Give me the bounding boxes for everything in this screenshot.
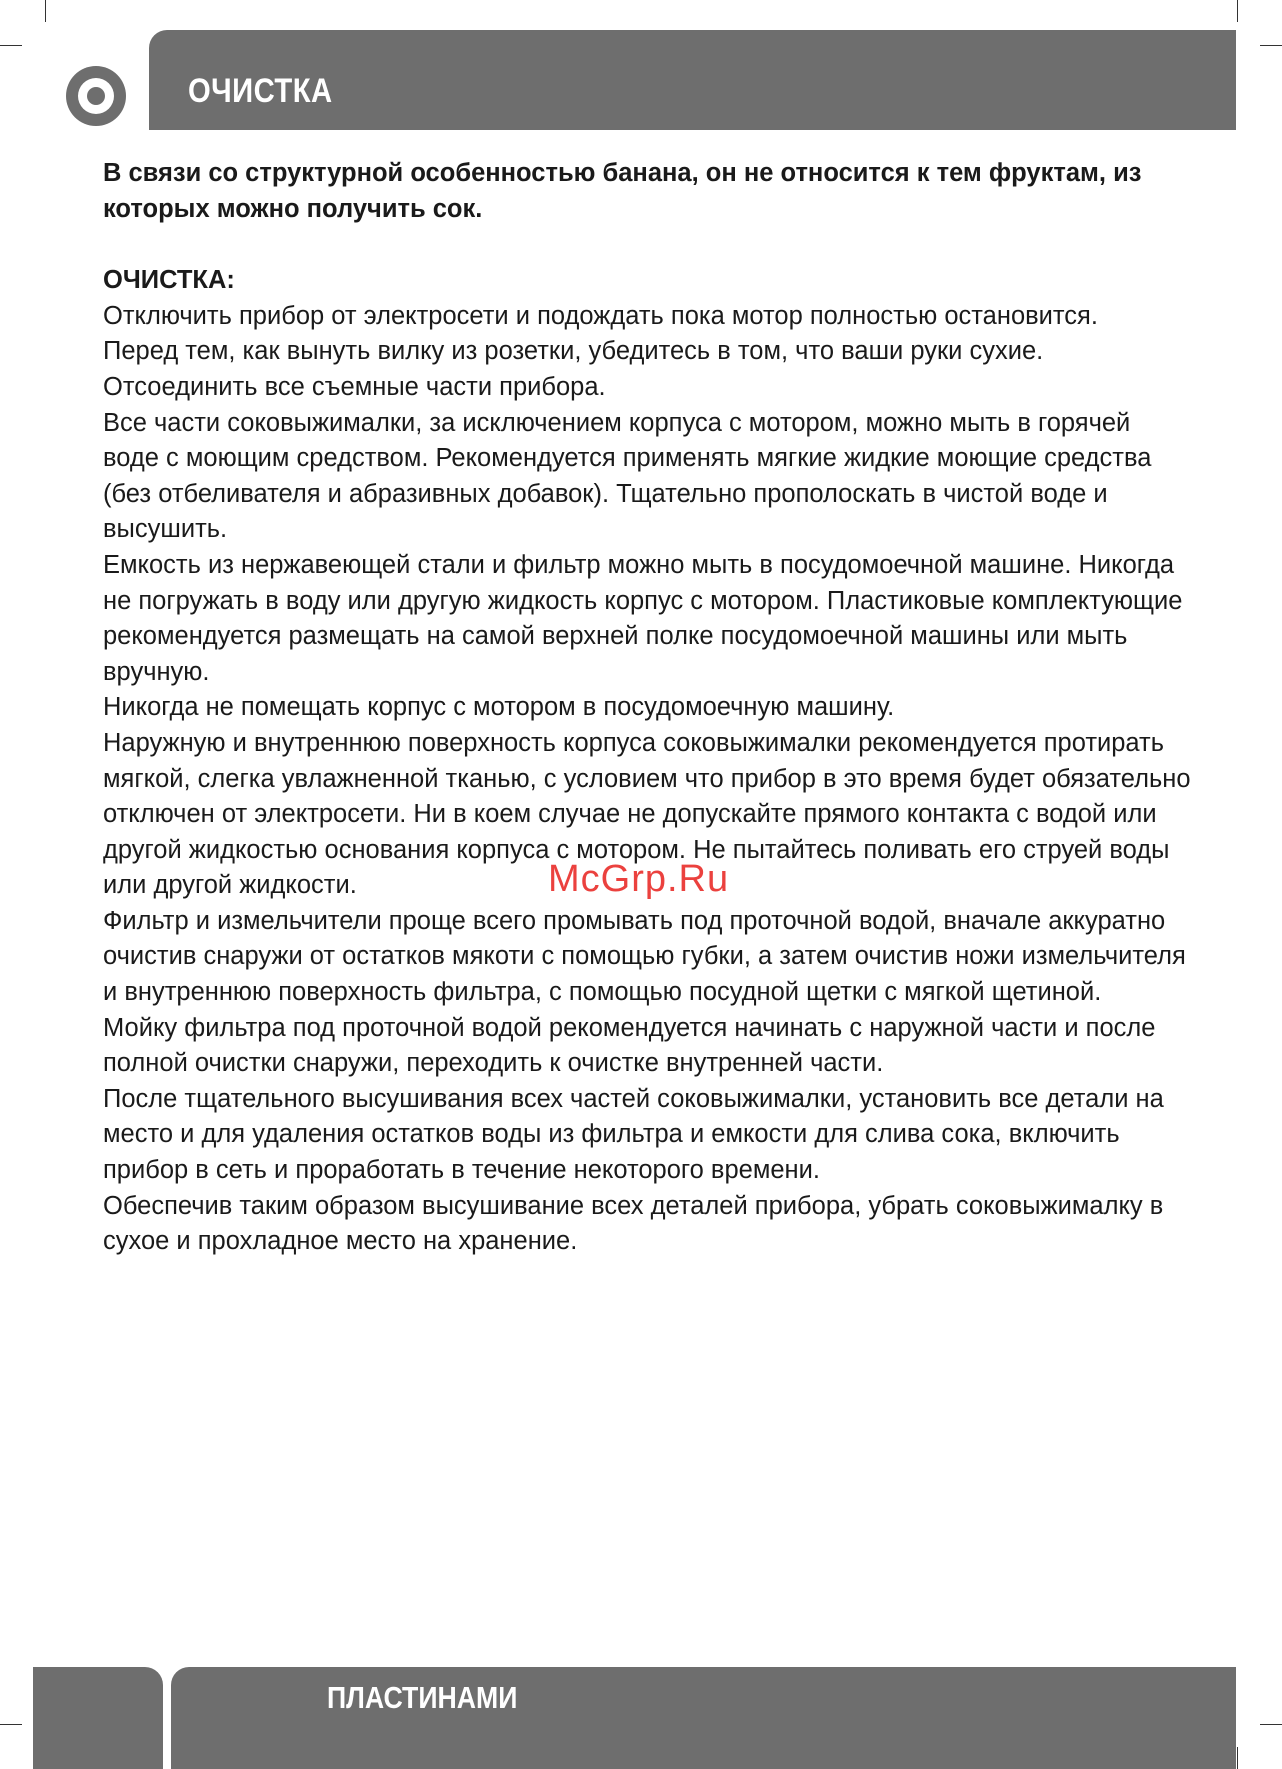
main-content: [103, 156, 1193, 1260]
footer-page-tab: [33, 1667, 163, 1769]
lead-paragraph: В связи со структурной особенностью банана, он не относится к тем фруктам, из которых можно получить сок.: [103, 159, 1142, 223]
paragraph: Наружную и внутреннюю поверхность корпуса соковыжималки рекомендуется протирать мягкой, слегка увлажненной тканью, с условием что прибор в это время будет обязательно отключен от электросети. Ни в коем случае не допускайте прямого контакта с водой или другой жидкостью основания корпуса с мотором. Не пытайтесь поливать его струей воды или другой жидкости.: [103, 728, 1191, 900]
paragraph: Перед тем, как вынуть вилку из розетки, убедитесь в том, что ваши руки сухие.: [103, 337, 1044, 366]
paragraph: После тщательного высушивания всех частей соковыжималки, установить все детали на место и для удаления остатков воды из фильтра и емкости для слива сока, включить прибор в сеть и проработать в течение некоторого времени.: [103, 1084, 1164, 1185]
paragraph: Все части соковыжималки, за исключением корпуса с мотором, можно мыть в горячей воде с моющим средством. Рекомендуется применять мягкие жидкие моющие средства (без отбеливателя и абразивных добавок). Тщательно прополоскать в чистой воде и высушить.: [103, 408, 1152, 544]
crop-mark: [1260, 1724, 1282, 1725]
paragraph: Емкость из нержавеющей стали и фильтр можно мыть в посудомоечной машине. Никогда не погружать в воду или другую жидкость корпус с мотором. Пластиковые комплектующие рекомендуется размещать на самой верхней полке посудомоечной машины или мыть вручную.: [103, 550, 1183, 686]
paragraph: Отключить прибор от электросети и подождать пока мотор полностью остановится.: [103, 301, 1098, 330]
brand-logo-icon: [62, 62, 130, 130]
paragraph: Отсоединить все съемные части прибора.: [103, 372, 606, 401]
crop-mark: [1237, 1747, 1238, 1769]
section-heading: ОЧИСТКА:: [103, 266, 235, 295]
crop-mark: [45, 0, 46, 22]
crop-mark: [0, 1724, 22, 1725]
paragraph: Никогда не помещать корпус с мотором в посудомоечную машину.: [103, 693, 895, 722]
footer-title: ПЛАСТИНАМИ: [327, 1680, 518, 1715]
paragraph: Фильтр и измельчители проще всего промывать под проточной водой, вначале аккуратно очистив снаружи от остатков мякоти с помощью губки, а затем очистив ножи измельчителя и внутреннюю поверхность фильтра, с помощью посудной щетки с мягкой щетиной.: [103, 906, 1186, 1007]
crop-mark: [1237, 0, 1238, 22]
crop-mark: [1260, 45, 1282, 46]
paragraph: Обеспечив таким образом высушивание всех деталей прибора, убрать соковыжималку в сухое и прохладное место на хранение.: [103, 1191, 1164, 1256]
watermark: McGrp.Ru: [548, 858, 730, 900]
crop-mark: [0, 45, 22, 46]
page-title: ОЧИСТКА: [188, 72, 333, 110]
paragraph: Мойку фильтра под проточной водой рекомендуется начинать с наружной части и после полной очистки снаружи, переходить к очистке внутренней части.: [103, 1013, 1156, 1078]
